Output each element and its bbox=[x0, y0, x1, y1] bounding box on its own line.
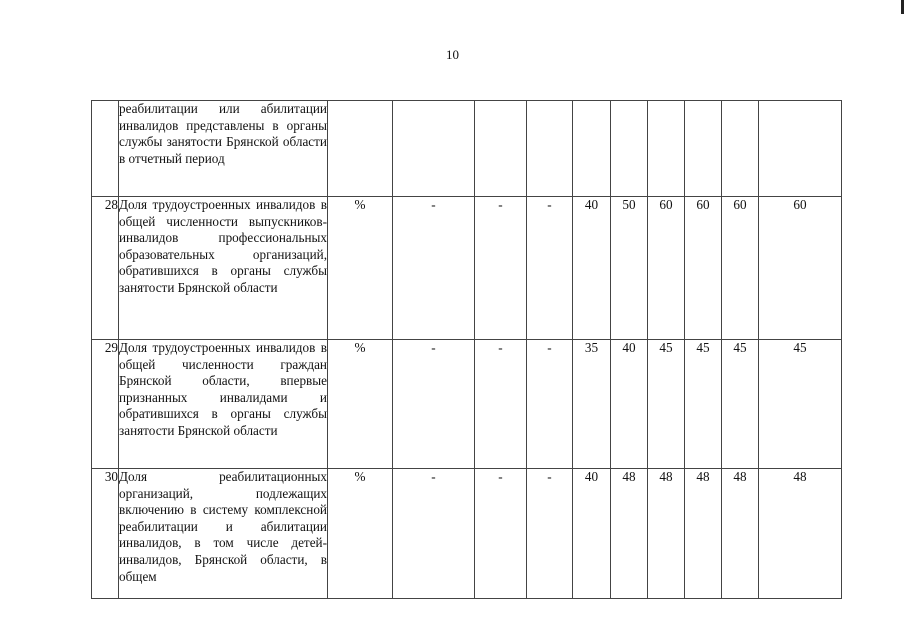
table-row bbox=[92, 469, 842, 599]
value-cell: 48 bbox=[648, 469, 685, 599]
value-cell: 45 bbox=[759, 340, 842, 469]
value-cell: - bbox=[475, 340, 527, 469]
value-cell: 60 bbox=[759, 197, 842, 340]
value-cell: 45 bbox=[648, 340, 685, 469]
value-cell: - bbox=[475, 197, 527, 340]
value-cell: - bbox=[393, 340, 475, 469]
value-cell bbox=[573, 101, 611, 197]
value-cell: 40 bbox=[573, 469, 611, 599]
table-row bbox=[92, 340, 842, 469]
value-cell bbox=[527, 101, 573, 197]
value-cell: 40 bbox=[611, 340, 648, 469]
value-cell: 48 bbox=[722, 469, 759, 599]
value-cell: 60 bbox=[685, 197, 722, 340]
value-cell bbox=[685, 101, 722, 197]
row-number: 28 bbox=[92, 197, 119, 340]
value-cell bbox=[393, 101, 475, 197]
value-cell: 48 bbox=[685, 469, 722, 599]
value-cell: 48 bbox=[611, 469, 648, 599]
value-cell: 40 bbox=[573, 197, 611, 340]
indicator-description: Доля трудоустроенных инвалидов в общей численности граждан Брянской области, впервые признанных инвалидами и обратившихся в органы службы занятости Брянской области bbox=[119, 340, 328, 469]
table-row bbox=[92, 197, 842, 340]
unit-cell: % bbox=[328, 340, 393, 469]
value-cell: - bbox=[527, 197, 573, 340]
value-cell bbox=[648, 101, 685, 197]
scan-edge-mark bbox=[901, 0, 904, 14]
value-cell: 35 bbox=[573, 340, 611, 469]
row-number: 29 bbox=[92, 340, 119, 469]
unit-cell: % bbox=[328, 197, 393, 340]
indicators-table bbox=[91, 100, 842, 599]
table-row bbox=[92, 101, 842, 197]
value-cell: - bbox=[393, 469, 475, 599]
row-number bbox=[92, 101, 119, 197]
value-cell: 48 bbox=[759, 469, 842, 599]
value-cell: 45 bbox=[722, 340, 759, 469]
unit-cell: % bbox=[328, 469, 393, 599]
value-cell: - bbox=[527, 340, 573, 469]
value-cell bbox=[475, 101, 527, 197]
value-cell bbox=[611, 101, 648, 197]
value-cell bbox=[722, 101, 759, 197]
page-number: 10 bbox=[446, 47, 459, 62]
indicator-description: реабилитации или абилитации инвалидов представлены в органы службы занятости Брянской области в отчетный период bbox=[119, 101, 328, 197]
value-cell: 50 bbox=[611, 197, 648, 340]
value-cell: - bbox=[475, 469, 527, 599]
value-cell: 60 bbox=[648, 197, 685, 340]
indicator-description: Доля трудоустроенных инвалидов в общей численности выпускников-инвалидов профессиональных образовательных организаций, обратившихся в органы службы занятости Брянской области bbox=[119, 197, 328, 340]
value-cell: - bbox=[527, 469, 573, 599]
value-cell: 45 bbox=[685, 340, 722, 469]
unit-cell bbox=[328, 101, 393, 197]
value-cell bbox=[759, 101, 842, 197]
value-cell: - bbox=[393, 197, 475, 340]
row-number: 30 bbox=[92, 469, 119, 599]
indicator-description: Доля реабилитационных организаций, подлежащих включению в систему комплексной реабилитации и абилитации инвалидов, в том числе детей-инвалидов, Брянской области, в общем bbox=[119, 469, 328, 599]
value-cell: 60 bbox=[722, 197, 759, 340]
